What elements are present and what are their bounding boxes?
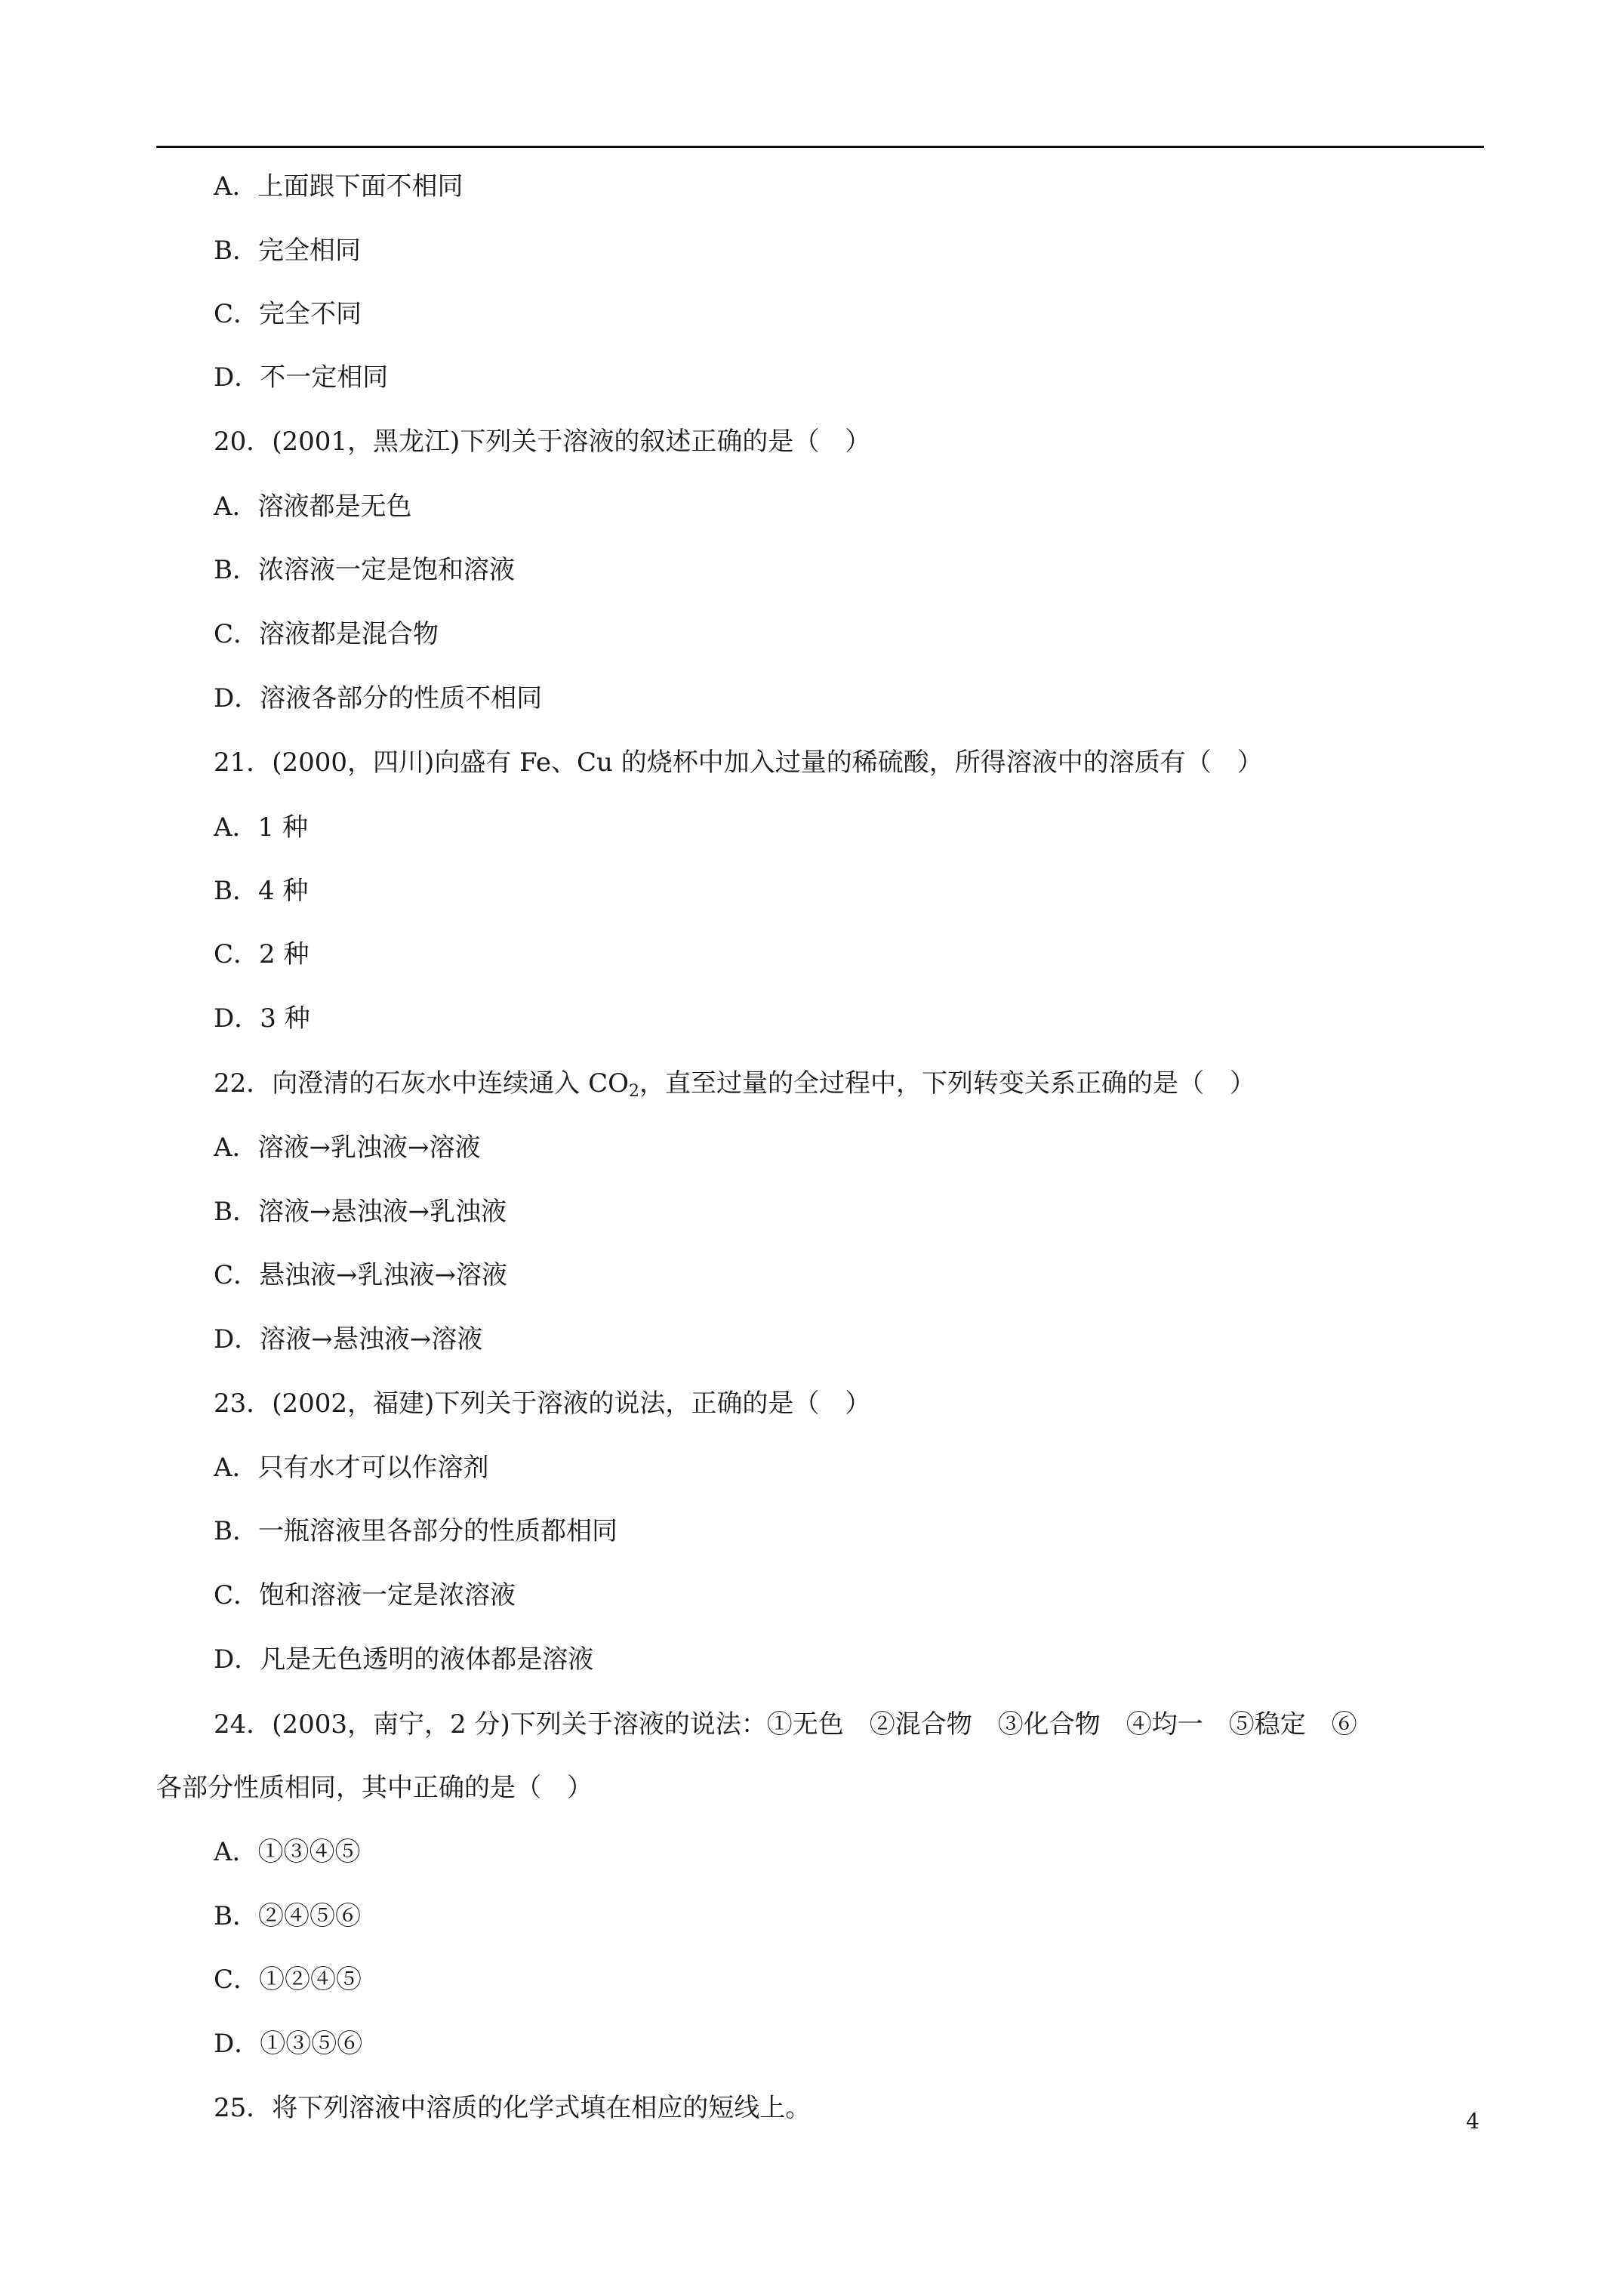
q23-option-c: C．饱和溶液一定是浓溶液 — [214, 1580, 516, 1610]
q21-option-b: B．4 种 — [214, 876, 309, 906]
q24-option-a: A．①③④⑤ — [214, 1837, 361, 1867]
q20-option-b: B．浓溶液一定是饱和溶液 — [214, 555, 515, 585]
q22-stem-subscript: 2 — [628, 1082, 639, 1101]
q19-option-a: A．上面跟下面不相同 — [214, 171, 463, 202]
q23-option-a: A．只有水才可以作溶剂 — [214, 1453, 489, 1483]
q21-option-d: D．3 种 — [214, 1003, 310, 1034]
q21-option-c: C．2 种 — [214, 939, 310, 969]
q24-option-d: D．①③⑤⑥ — [214, 2029, 363, 2059]
q20-option-d: D．溶液各部分的性质不相同 — [214, 683, 543, 713]
q19-option-d: D．不一定相同 — [214, 362, 389, 393]
q20-option-a: A．溶液都是无色 — [214, 492, 412, 522]
q23-option-d: D．凡是无色透明的液体都是溶液 — [214, 1644, 594, 1675]
q22-option-a: A．溶液→乳浊液→溶液 — [214, 1133, 481, 1163]
q22-option-d: D．溶液→悬浊液→溶液 — [214, 1324, 483, 1354]
page-number: 4 — [1466, 2109, 1480, 2134]
q20-option-c: C．溶液都是混合物 — [214, 619, 439, 649]
q24-option-b: B．②④⑤⑥ — [214, 1901, 361, 1931]
q22-stem-after: ，直至过量的全过程中，下列转变关系正确的是（ ） — [639, 1068, 1255, 1099]
q22-option-b: B．溶液→悬浊液→乳浊液 — [214, 1197, 507, 1227]
q21-option-a: A．1 种 — [214, 812, 308, 843]
q24-option-c: C．①②④⑤ — [214, 1965, 362, 1995]
q20-stem: 20．(2001，黑龙江)下列关于溶液的叙述正确的是（ ） — [214, 427, 871, 457]
q24-stem-line1: 24．(2003，南宁，2 分)下列关于溶液的说法：①无色 ②混合物 ③化合物 ④均一 ⑤稳定 ⑥ — [214, 1709, 1357, 1740]
q19-option-c: C．完全不同 — [214, 299, 362, 329]
q19-option-b: B．完全相同 — [214, 236, 361, 266]
q22-option-c: C．悬浊液→乳浊液→溶液 — [214, 1260, 507, 1290]
header-rule — [156, 146, 1484, 148]
q22-stem-before: 22．向澄清的石灰水中连续通入 CO — [214, 1068, 629, 1099]
q25-stem: 25．将下列溶液中溶质的化学式填在相应的短线上。 — [214, 2093, 812, 2123]
q22-stem — [214, 1065, 1255, 1102]
q23-stem: 23．(2002，福建)下列关于溶液的说法，正确的是（ ） — [214, 1388, 871, 1419]
q23-option-b: B．一瓶溶液里各部分的性质都相同 — [214, 1516, 617, 1546]
q21-stem: 21．(2000，四川)向盛有 Fe、Cu 的烧杯中加入过量的稀硫酸，所得溶液中的溶质有（ ） — [214, 747, 1263, 778]
q24-stem-line2: 各部分性质相同，其中正确的是（ ） — [156, 1773, 593, 1803]
